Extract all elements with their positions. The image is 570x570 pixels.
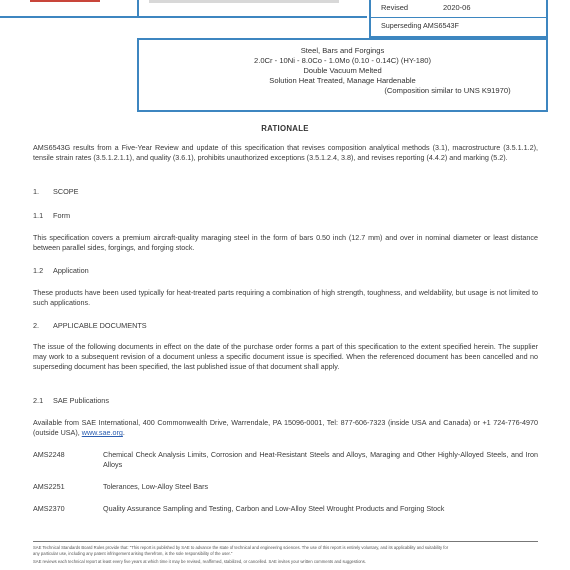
document-code: AMS2251: [33, 482, 65, 491]
section-number: 2.1: [33, 396, 44, 405]
application-text: These products have been used typically for heat-treated parts requiring a combination of high strength, toughness, and weldability, but usage is not limited to such applications.: [33, 288, 538, 307]
section-title: APPLICABLE DOCUMENTS: [53, 321, 147, 330]
section-scope-heading: [33, 187, 79, 196]
section-title: Form: [53, 211, 71, 220]
footer-note-line: SAE reviews each technical report at least every five years at which time it may be revised, reaffirmed, stabilized, or cancelled. SAE invites your written comments and suggestions.: [33, 559, 366, 564]
document-code: AMS2370: [33, 504, 65, 513]
title-line: (Composition similar to UNS K91970): [384, 86, 511, 95]
document-description: Quality Assurance Sampling and Testing, Carbon and Low-Alloy Steel Wrought Products and Forging Stock: [103, 504, 445, 513]
title-line: Steel, Bars and Forgings: [300, 46, 385, 55]
section-number: 1.: [33, 187, 40, 196]
specification-title-box: [137, 38, 548, 112]
form-text: This specification covers a premium aircraft-quality maraging steel in the form of bars 0.50 inch (12.7 mm) and over in nominal diameter or least distance between parallel sides, forgings, and forging stock.: [33, 233, 538, 252]
title-line: Solution Heat Treated, Manage Hardenable: [269, 76, 416, 85]
title-line: Double Vacuum Melted: [303, 66, 382, 75]
specification-title: [139, 46, 546, 96]
section-title: Application: [53, 266, 89, 275]
rationale-text: AMS6543G results from a Five-Year Review and update of this specification that revises composition analytical methods (3.1), macrostructure (3.5.1.1.2), tensile strain rates (3.5.1.2.1.1), and quality (3.6.1), prohibits unauthorized exceptions (3.5.1.2.4, 3.8), and revises reporting (4.4.2) and marking (5.2).: [33, 143, 538, 162]
document-code: AMS2248: [33, 450, 65, 459]
header-logo-cell: [0, 0, 139, 18]
section-title: SAE Publications: [53, 396, 109, 405]
sae-logo-fragment: [30, 0, 100, 2]
footer-divider: [33, 541, 538, 542]
section-number: 2.: [33, 321, 40, 330]
rationale-heading: RATIONALE: [261, 124, 309, 133]
revised-label: Revised: [381, 3, 409, 12]
section-form-heading: [33, 211, 70, 220]
header-title-cell: [139, 0, 367, 18]
document-description: Chemical Check Analysis Limits, Corrosion and Heat-Resistant Steels and Alloys, Maraging and Other Highly-Alloyed Steels, and Iron Alloys: [103, 450, 538, 469]
title-line: 2.0Cr - 10Ni - 8.0Co - 1.0Mo (0.10 - 0.14C) (HY-180): [254, 56, 431, 65]
revised-row: [381, 3, 471, 12]
section-title: SCOPE: [53, 187, 79, 196]
section-sae-publications-heading: [33, 396, 109, 405]
footer-note-line: SAE Technical Standards Board Rules provide that: "This report is published by SAE to advance the state of technical and engineering sciences. The use of this report is entirely voluntary, and its applicability and suitability for: [33, 545, 449, 550]
sae-contact-text: Available from SAE International, 400 Commonwealth Drive, Warrendale, PA 15096-0001, Tel: 877-606-7323 (inside USA and Canada) or +1 724-776-4970 (outside USA),: [33, 418, 538, 437]
revised-date: 2020-06: [443, 3, 471, 12]
sae-website-link[interactable]: www.sae.org: [81, 428, 123, 437]
superseding-label: Superseding AMS6543F: [381, 21, 459, 30]
section-application-heading: [33, 266, 89, 275]
section-number: 1.1: [33, 211, 44, 220]
sae-publications-text: Available from SAE International, 400 Commonwealth Drive, Warrendale, PA 15096-0001, Tel: 877-606-7323 (inside USA and Canada) or +1 724-776-4970 (outside USA), www.sae.org.: [33, 418, 538, 437]
section-number: 1.2: [33, 266, 44, 275]
footer-note-line: any particular use, including any patent infringement arising therefrom, is the sole responsibility of the user.": [33, 551, 233, 556]
applicable-documents-text: The issue of the following documents in effect on the date of the purchase order forms a part of this specification to the extent specified herein. The supplier may work to a subsequent revision of a document unless a specific document issue is specified. When the referenced document has been cancelled and no superseding document has been specified, the last published issue of that document shall apply.: [33, 342, 538, 371]
document-description: Tolerances, Low-Alloy Steel Bars: [103, 482, 209, 491]
revision-info-box: [369, 0, 548, 38]
header-title-fragment: [149, 0, 339, 3]
revision-divider: [371, 17, 546, 18]
section-applicable-documents-heading: [33, 321, 147, 330]
